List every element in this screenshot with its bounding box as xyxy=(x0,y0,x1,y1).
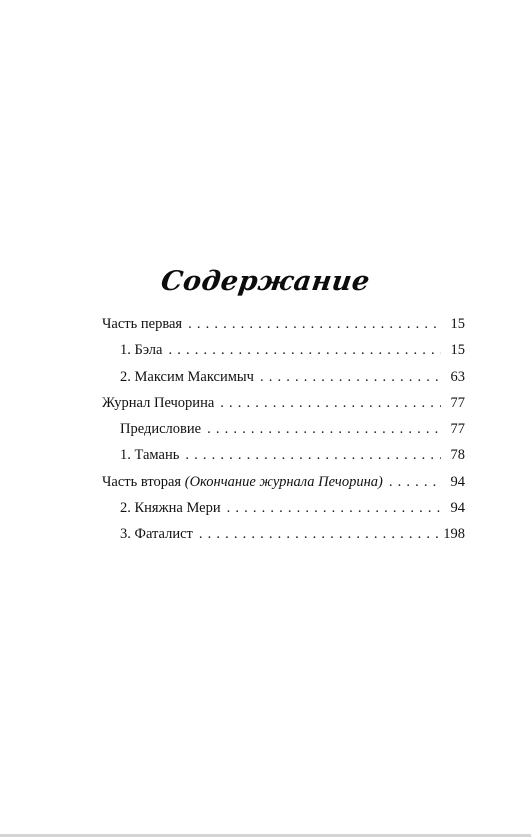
toc-entry-page: 15 xyxy=(450,342,465,359)
toc-entry-label: 3. Фаталист xyxy=(120,526,193,543)
toc-entry-fatalist xyxy=(102,523,465,549)
toc-entry-page: 77 xyxy=(450,421,465,438)
toc-entry-label: Часть первая xyxy=(102,316,183,332)
dot-leader xyxy=(260,366,441,388)
toc-entry-pechorin-journal xyxy=(102,392,465,418)
toc-entry-label: 2. Максим Максимыч xyxy=(120,368,254,385)
toc-entry-label: 1. Бэла xyxy=(120,342,163,359)
dot-leader xyxy=(188,313,441,335)
toc-entry-part-one xyxy=(102,313,465,339)
toc-entry-page: 77 xyxy=(450,394,465,411)
dot-leader xyxy=(389,471,441,493)
dot-leader xyxy=(227,497,441,519)
toc-entry-page: 15 xyxy=(450,316,465,332)
dot-leader xyxy=(199,523,439,545)
toc-list xyxy=(102,313,465,550)
toc-entry-label: 1. Тамань xyxy=(120,447,180,464)
toc-entry-label: Предисловие xyxy=(120,421,202,438)
toc-entry-maksim-maksimych xyxy=(102,366,465,392)
toc-entry-princess-mary xyxy=(102,497,465,523)
toc-entry-bela xyxy=(102,339,465,365)
toc-entry-page: 94 xyxy=(450,500,465,517)
toc-title: Содержание xyxy=(159,266,372,297)
toc-entry-page: 78 xyxy=(450,447,465,464)
dot-leader xyxy=(207,418,441,440)
toc-entry-label: Журнал Печорина xyxy=(102,394,215,411)
toc-entry-subtitle: (Окончание журнала Печорина) xyxy=(184,473,383,490)
toc-entry-preface xyxy=(102,418,465,444)
dot-leader xyxy=(185,444,441,466)
toc-entry-label: 2. Княжна Мери xyxy=(120,500,221,517)
toc-entry-page: 94 xyxy=(450,473,465,490)
dot-leader xyxy=(220,392,441,414)
toc-entry-part-two xyxy=(102,471,465,497)
toc-entry-label: Часть вторая (Окончание журнала Печорина) xyxy=(102,473,383,490)
toc-entry-page: 198 xyxy=(443,526,465,543)
toc-entry-taman xyxy=(102,444,465,470)
toc-entry-page: 63 xyxy=(450,368,465,385)
dot-leader xyxy=(168,339,441,361)
